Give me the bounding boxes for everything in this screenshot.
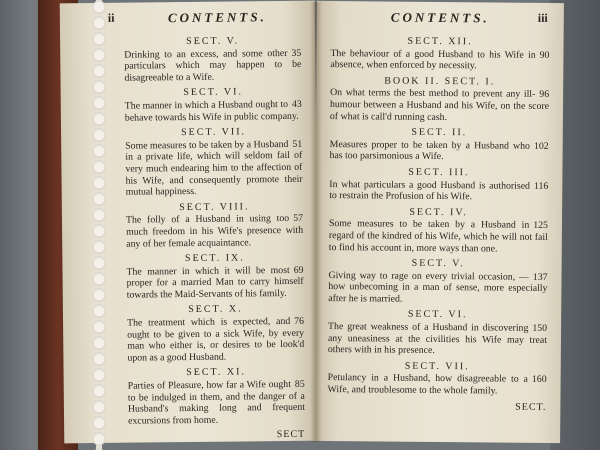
- contents-entry: [124, 35, 301, 84]
- section-heading: SECT. VII.: [181, 126, 247, 139]
- left-page-number: ii: [107, 10, 115, 25]
- left-contents-list: [124, 35, 305, 427]
- section-page-number: 76: [294, 315, 305, 327]
- right-page-number: iii: [537, 10, 548, 25]
- open-book: [52, 2, 560, 448]
- section-page-number: 96: [539, 89, 550, 101]
- section-heading: SECT. VII.: [404, 360, 470, 373]
- contents-entry: [330, 126, 549, 164]
- section-description: [126, 213, 303, 250]
- contents-entry: [128, 366, 306, 427]
- section-description-text: Parties of Pleasure, how far a Wife ought to be indulged in them, and the danger of a Husband's making long and frequent excursions from home.: [127, 378, 306, 427]
- section-heading: SECT. VIII.: [179, 201, 250, 213]
- section-heading: SECT. X.: [188, 303, 243, 316]
- section-description: [330, 139, 549, 164]
- section-description-text: The manner in which it will be most proper for a married Man to carry himself towards the Maid-Servants of his family.: [126, 264, 304, 301]
- section-page-number: 125: [533, 220, 549, 232]
- section-heading: BOOK II. SECT. I.: [384, 75, 496, 88]
- right-page: [313, 1, 564, 443]
- section-description-text: The folly of a Husband in using too much freedom in his Wife's presence with any of her female acquaintance.: [125, 213, 304, 250]
- section-description: [124, 47, 301, 84]
- section-heading: SECT. III.: [408, 166, 470, 179]
- section-page-number: 116: [533, 180, 549, 192]
- section-description: [329, 218, 548, 255]
- section-description: [126, 264, 303, 301]
- section-heading: SECT. IV.: [409, 206, 468, 218]
- section-description: [328, 321, 547, 358]
- section-description-text: In what particulars a good Husband is authorised to restrain the Profusion of his Wife.: [329, 178, 531, 203]
- contents-entry: [327, 360, 546, 398]
- section-page-number: 137: [532, 271, 548, 283]
- section-description-text: On what terms the best method to prevent any ill-humour between a Husband and his Wife, on the score of what is call'd running cash.: [329, 87, 550, 123]
- contents-entry: [328, 309, 547, 358]
- section-description: [327, 372, 546, 397]
- section-page-number: 57: [293, 213, 304, 225]
- section-page-number: 51: [292, 138, 303, 150]
- section-description-text: Petulancy in a Husband, how disagreeable to a Wife, and troublesome to the whole family.: [327, 372, 528, 397]
- left-catchword: SECT: [276, 429, 306, 441]
- section-page-number: 102: [533, 140, 549, 152]
- section-description: [127, 316, 304, 364]
- contents-entry: [127, 303, 305, 364]
- book-gutter: [310, 2, 322, 442]
- contents-entry: [329, 206, 548, 255]
- contents-entry: [125, 86, 302, 124]
- section-heading: SECT. VI.: [407, 309, 468, 321]
- section-description: [125, 139, 303, 199]
- contents-entry: [125, 126, 303, 198]
- right-contents-list: [327, 35, 549, 398]
- section-description-text: The behaviour of a good Husband to his Wife in absence, when enforced by necessity.: [330, 47, 536, 72]
- section-description-text: Some measures to be taken by a Husband in regard of the kindred of his Wife, which he will not fail to find his account in, more ways than one.: [328, 218, 548, 255]
- section-description: [329, 179, 548, 204]
- section-description-text: Measures proper to be taken by a Husband who has too parsimonious a Wife.: [329, 138, 531, 163]
- section-description-text: Some measures to be taken by a Husband in a private life, which will seldom fail of very much endearing him to the affection of his Wife, and consequently promote their mutual happiness.: [125, 138, 303, 198]
- contents-entry: [330, 75, 549, 124]
- section-description-text: The great weakness of a Husband in discovering any uneasiness at the civilities his Wife may treat others with in his presence.: [327, 321, 548, 357]
- section-description-text: The treatment which is expected, and ought to be given to a sick Wife, by every man who either is, or desires to be look'd upon as a good Husband.: [126, 316, 305, 364]
- right-catchword: SECT.: [515, 401, 547, 413]
- section-heading: SECT. VI.: [183, 86, 243, 99]
- section-description-text: Drinking to an excess, and some other particulars which may happen to be disagreeable to a Wife.: [124, 47, 302, 84]
- right-page-header: CONTENTS.: [390, 9, 490, 26]
- contents-entry: [126, 201, 303, 250]
- contents-entry: [329, 166, 548, 204]
- section-heading: SECT. V.: [186, 35, 240, 48]
- contents-entry: [328, 257, 547, 306]
- ribbon-bookmark[interactable]: [92, 0, 106, 450]
- section-description: [330, 87, 549, 124]
- section-description: [125, 99, 302, 124]
- section-description-text: Giving way to rage on every trivial occasion, — how unbecoming in a man of sense, more especially after he is married.: [328, 269, 548, 305]
- section-page-number: 69: [293, 264, 304, 276]
- section-page-number: 150: [532, 322, 548, 335]
- section-heading: SECT. IX.: [184, 252, 245, 265]
- left-page-header: CONTENTS.: [167, 9, 267, 26]
- section-page-number: 90: [539, 49, 550, 61]
- section-page-number: 85: [294, 378, 305, 390]
- section-description: [328, 270, 547, 307]
- section-heading: SECT. XII.: [407, 35, 473, 48]
- section-description: [128, 379, 305, 427]
- section-page-number: 35: [291, 47, 302, 59]
- section-description-text: The manner in which a Husband ought to behave towards his Wife in public company.: [124, 98, 299, 124]
- section-heading: SECT. V.: [411, 257, 465, 270]
- section-page-number: 43: [291, 98, 302, 110]
- contents-entry: [126, 252, 303, 301]
- section-heading: SECT. II.: [411, 126, 468, 139]
- section-heading: SECT. XI.: [186, 366, 247, 379]
- contents-entry: [330, 35, 549, 73]
- section-page-number: 160: [531, 374, 547, 386]
- section-description: [330, 48, 549, 73]
